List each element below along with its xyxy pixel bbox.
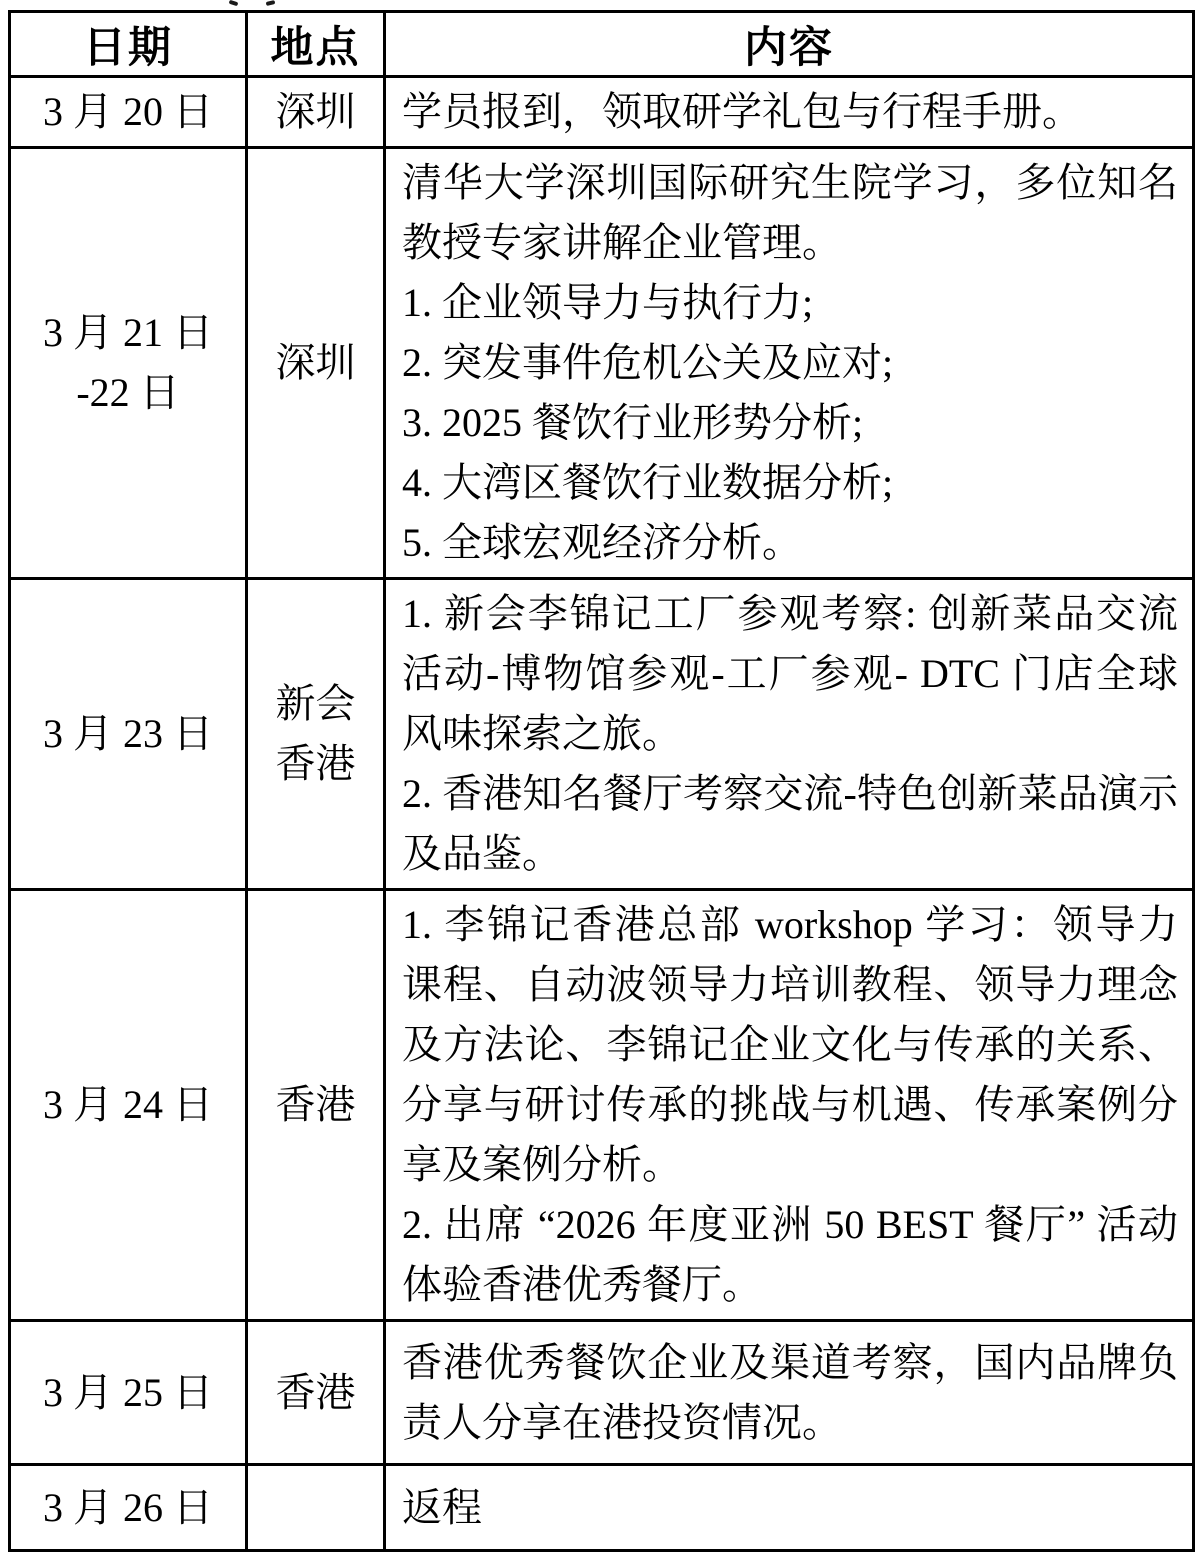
table-row-mar23 <box>10 579 1194 890</box>
itinerary-table <box>8 10 1195 1552</box>
location-cell-empty <box>247 1465 385 1551</box>
date-cell <box>10 579 247 890</box>
location-cell <box>247 890 385 1321</box>
date-text: 3 月 20 日 <box>43 89 213 134</box>
content-list-item: 2. 出席 “2026 年度亚洲 50 BEST 餐厅” 活动体验香港优秀餐厅。 <box>402 1202 1178 1307</box>
date-text: 3 月 21 日 <box>43 310 213 355</box>
date-text: 3 月 23 日 <box>43 711 213 756</box>
date-text: 3 月 24 日 <box>43 1082 213 1127</box>
header-cell-content: 内容 <box>385 12 1194 77</box>
date-cell <box>10 148 247 579</box>
table-row-mar25 <box>10 1321 1194 1465</box>
table-row-mar20 <box>10 77 1194 148</box>
cropped-text-remnant <box>229 0 239 6</box>
date-text: -22 日 <box>76 370 180 415</box>
location-text: 香港 <box>275 1369 356 1415</box>
content-cell <box>385 890 1194 1321</box>
content-cell <box>385 1321 1194 1465</box>
content-cell <box>385 1465 1194 1551</box>
content-list-item: 2. 香港知名餐厅考察交流-特色创新菜品演示及品鉴。 <box>402 771 1178 876</box>
content-paragraph: 学员报到，领取研学礼包与行程手册。 <box>402 89 1082 134</box>
table-row-mar26 <box>10 1465 1194 1551</box>
table-row-mar24 <box>10 890 1194 1321</box>
location-text: 香港 <box>275 1082 356 1127</box>
content-list-item: 1. 李锦记香港总部 workshop 学习：领导力课程、自动波领导力培训教程、领导力理念及方法论、李锦记企业文化与传承的关系、分享与研讨传承的挑战与机遇、传承案例分享及案例分析。 <box>402 902 1178 1187</box>
location-text: 深圳 <box>275 340 356 385</box>
content-list-item: 3. 2025 餐饮行业形势分析; <box>402 400 864 445</box>
date-cell <box>10 890 247 1321</box>
header-cell-date: 日期 <box>10 12 247 77</box>
content-cell <box>385 579 1194 890</box>
location-cell <box>247 77 385 148</box>
content-paragraph: 清华大学深圳国际研究生院学习，多位知名教授专家讲解企业管理。 <box>402 160 1178 265</box>
location-text: 新会 <box>275 681 356 726</box>
date-text: 3 月 25 日 <box>43 1369 213 1415</box>
cropped-text-remnant <box>266 0 276 6</box>
content-list-item: 4. 大湾区餐饮行业数据分析; <box>402 460 894 505</box>
header-row <box>10 12 1194 77</box>
location-text: 香港 <box>275 741 356 786</box>
content-paragraph: 返程 <box>402 1484 482 1530</box>
table-row-mar21-22 <box>10 148 1194 579</box>
location-cell <box>247 1321 385 1465</box>
date-cell <box>10 77 247 148</box>
content-list-item: 5. 全球宏观经济分析。 <box>402 520 802 565</box>
content-cell <box>385 148 1194 579</box>
location-cell <box>247 148 385 579</box>
location-text: 深圳 <box>275 89 356 134</box>
date-cell <box>10 1465 247 1551</box>
content-paragraph: 香港优秀餐饮企业及渠道考察，国内品牌负责人分享在港投资情况。 <box>402 1339 1178 1445</box>
content-cell <box>385 77 1194 148</box>
content-list-item: 1. 企业领导力与执行力; <box>402 280 814 325</box>
location-cell <box>247 579 385 890</box>
content-list-item: 2. 突发事件危机公关及应对; <box>402 340 894 385</box>
header-cell-location: 地点 <box>247 12 385 77</box>
date-cell <box>10 1321 247 1465</box>
date-text: 3 月 26 日 <box>43 1484 213 1530</box>
content-list-item: 1. 新会李锦记工厂参观考察: 创新菜品交流活动-博物馆参观-工厂参观- DTC 门店全球风味探索之旅。 <box>402 591 1178 756</box>
